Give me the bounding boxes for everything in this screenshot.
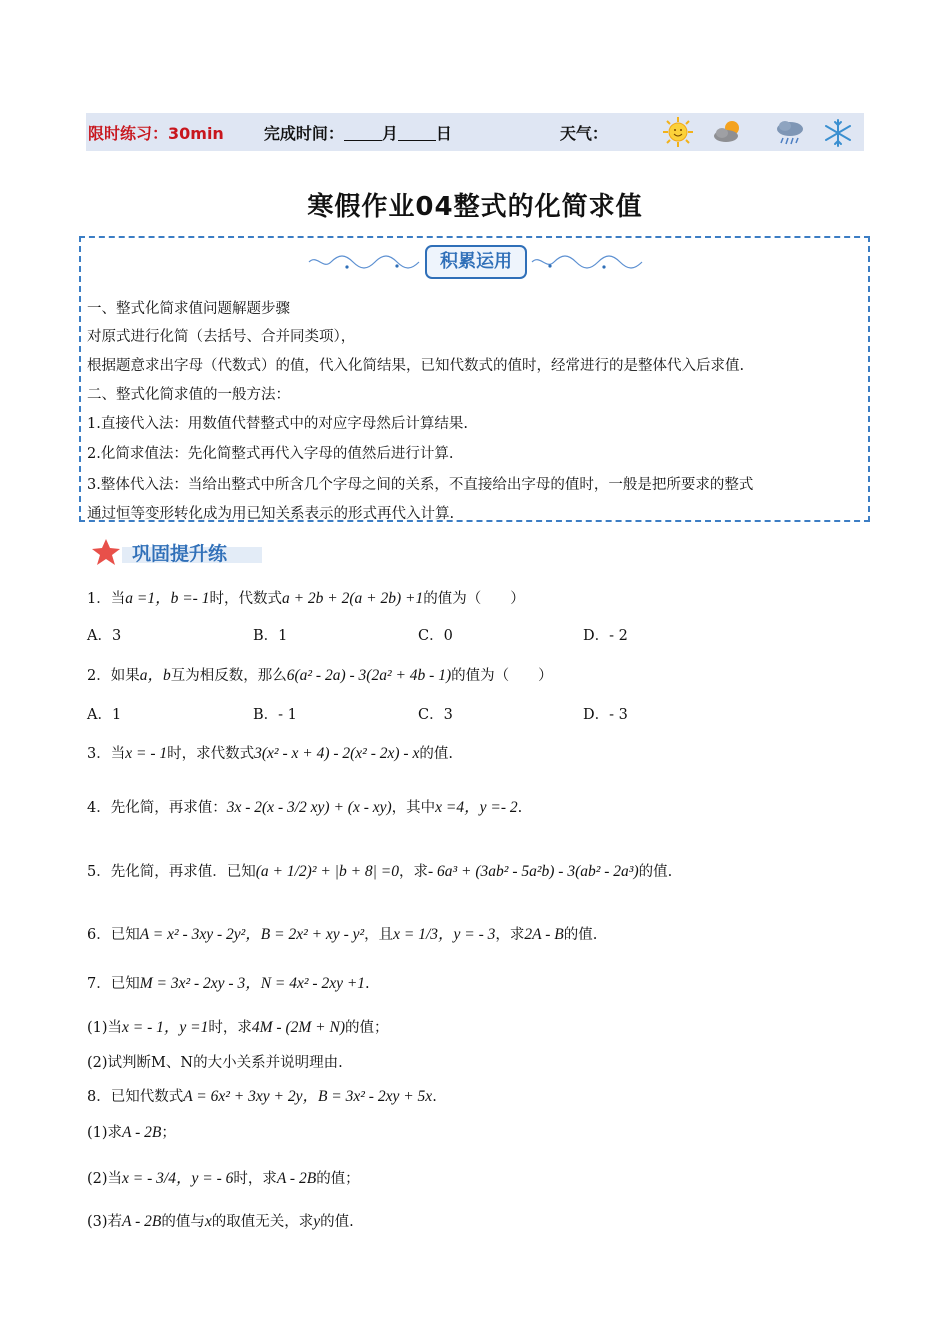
box-line: 2.化简求值法：先化简整式再代入字母的值然后进行计算. xyxy=(87,446,454,462)
box-line: 1.直接代入法：用数值代替整式中的对应字母然后计算结果. xyxy=(87,416,468,432)
sun-icon[interactable] xyxy=(662,116,694,148)
page-title: 寒假作业04整式的化简求值 xyxy=(307,192,643,222)
question-7: 7．已知M = 3x² - 2xy - 3，N = 4x² - 2xy +1. xyxy=(87,975,370,992)
day-blank[interactable] xyxy=(398,126,436,141)
right-wave-decoration xyxy=(528,252,646,272)
question-3: 3．当x = - 1时，求代数式3(x² - x + 4) - 2(x² - 2x) - x的值. xyxy=(87,745,453,762)
question-8-part-2: (2)当x = - 3/4，y = - 6时，求A - 2B的值； xyxy=(87,1170,360,1187)
q2-option-c[interactable]: C．3 xyxy=(418,707,453,723)
month-blank[interactable] xyxy=(344,126,382,141)
practice-header-bar xyxy=(86,113,864,151)
box-line: 根据题意求出字母（代数式）的值，代入化简结果，已知代数式的值时，经常进行的是整体代入后求值. xyxy=(87,358,745,374)
left-wave-decoration xyxy=(305,252,423,272)
question-4: 4．先化简，再求值：3x - 2(x - 3/2 xy) + (x - xy)，其中x =4，y =- 2. xyxy=(87,799,523,816)
question-6: 6．已知A = x² - 3xy - 2y²，B = 2x² + xy - y²，且x = 1/3，y = - 3，求2A - B的值. xyxy=(87,926,598,943)
q1-option-d[interactable]: D．- 2 xyxy=(583,628,628,644)
question-2: 2．如果a，b互为相反数，那么6(a² - 2a) - 3(2a² + 4b - 1)的值为（ ） xyxy=(87,667,553,684)
question-8-part-1: (1)求A - 2B； xyxy=(87,1124,176,1141)
box-line: 通过恒等变形转化成为用已知关系表示的形式再代入计算. xyxy=(87,506,455,522)
q2-option-a[interactable]: A．1 xyxy=(87,707,122,723)
box-line: 3.整体代入法：当给出整式中所含几个字母之间的关系，不直接给出字母的值时，一般是把所要求的整式 xyxy=(87,477,754,493)
question-7-part-1: (1)当x = - 1，y =1时，求4M - (2M + N)的值； xyxy=(87,1019,389,1036)
section-title: 巩固提升练 xyxy=(132,543,228,565)
rain-cloud-icon[interactable] xyxy=(774,116,806,148)
q2-option-b[interactable]: B．- 1 xyxy=(253,707,297,723)
q1-option-b[interactable]: B．1 xyxy=(253,628,288,644)
completion-time-label: 完成时间： 月 日 xyxy=(263,123,452,143)
box-line: 对原式进行化简（去括号、合并同类项）， xyxy=(87,329,356,345)
question-7-part-2: (2)试判断M、N的大小关系并说明理由. xyxy=(87,1055,343,1071)
question-5: 5．先化简，再求值．已知(a + 1/2)² + |b + 8| =0，求- 6a³ + (3ab² - 5a²b) - 3(ab² - 2a³)的值. xyxy=(87,863,673,880)
box-line: 二、整式化简求值的一般方法： xyxy=(87,387,290,403)
weather-label: 天气： xyxy=(559,123,608,143)
cloudy-sun-icon[interactable] xyxy=(712,116,744,148)
snowflake-icon[interactable] xyxy=(822,117,854,149)
time-limit-label: 限时练习：30min xyxy=(88,123,224,143)
question-8-part-3: (3)若A - 2B的值与x的取值无关，求y的值. xyxy=(87,1213,354,1230)
box-line: 一、整式化简求值问题解题步骤 xyxy=(87,301,290,317)
accumulation-badge: 积累运用 xyxy=(425,245,527,279)
q2-option-d[interactable]: D．- 3 xyxy=(583,707,628,723)
question-1: 1．当a =1，b =- 1时，代数式a + 2b + 2(a + 2b) +1的值为（ ） xyxy=(87,590,525,607)
question-8: 8．已知代数式A = 6x² + 3xy + 2y，B = 3x² - 2xy + 5x. xyxy=(87,1088,437,1105)
q1-option-c[interactable]: C．0 xyxy=(418,628,453,644)
q1-option-a[interactable]: A．3 xyxy=(87,628,122,644)
